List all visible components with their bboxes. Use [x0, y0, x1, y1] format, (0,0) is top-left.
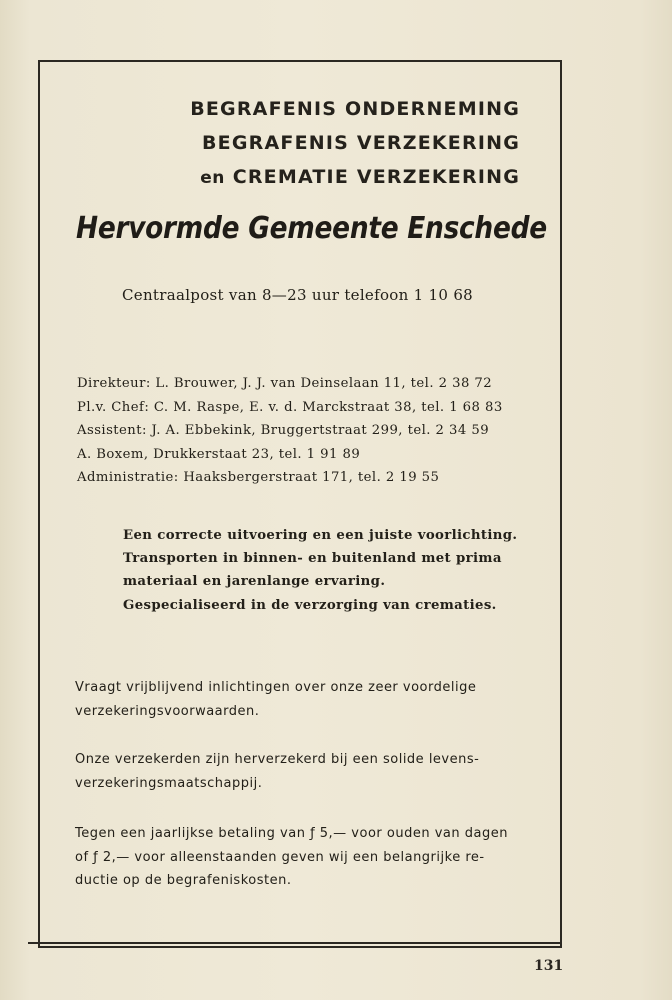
feature-line: Een correcte uitvoering en een juiste voorlichting. — [123, 528, 518, 543]
paragraph-line: Vraagt vrijblijvend inlichtingen over onze zeer voordelige — [75, 680, 477, 695]
staff-line: Administratie: Haaksbergerstraat 171, tel. 2 19 55 — [77, 470, 440, 486]
organization-title: Hervormde Gemeente Enschede — [76, 211, 547, 246]
heading-line-3 — [200, 166, 520, 188]
feature-line: Transporten in binnen- en buitenland met prima — [123, 551, 502, 567]
paragraph-line: verzekeringsvoorwaarden. — [75, 703, 260, 719]
staff-line: Direkteur: L. Brouwer, J. J. van Deinselaan 11, tel. 2 38 72 — [77, 376, 493, 391]
feature-line: materiaal en jarenlange ervaring. — [123, 574, 386, 590]
paragraph-line: of ƒ 2,— voor alleenstaanden geven wij een belangrijke re- — [75, 849, 485, 865]
feature-line: Gespecialiseerd in de verzorging van crematies. — [123, 597, 497, 613]
service-features — [123, 524, 517, 617]
paragraph-line: Onze verzekerden zijn herverzekerd bij een solide levens- — [75, 752, 480, 767]
staff-line: Assistent: J. A. Ebbekink, Bruggertstraat 299, tel. 2 34 59 — [77, 423, 490, 439]
heading-line-3-rest: CREMATIE VERZEKERING — [232, 166, 520, 188]
paragraph-line: Tegen een jaarlijkse betaling van ƒ 5,— voor ouden van dagen — [75, 826, 508, 841]
heading-line-2: BEGRAFENIS VERZEKERING — [202, 132, 520, 154]
heading-line-1: BEGRAFENIS ONDERNEMING — [190, 98, 520, 120]
frame-bottom-rule — [28, 942, 562, 944]
heading-line-3-prefix: en — [200, 168, 225, 188]
paragraph-inquiries — [75, 676, 525, 723]
paragraph-line: ductie op de begrafeniskosten. — [75, 873, 292, 888]
central-post-info: Centraalpost van 8—23 uur telefoon 1 10 68 — [122, 286, 474, 304]
paragraph-payment — [75, 822, 525, 893]
staff-list — [77, 372, 537, 490]
staff-line: Pl.v. Chef: C. M. Raspe, E. v. d. Marckstraat 38, tel. 1 68 83 — [77, 399, 503, 415]
staff-line: A. Boxem, Drukkerstaat 23, tel. 1 91 89 — [77, 446, 361, 462]
paragraph-reinsurance — [75, 748, 525, 795]
page-number: 131 — [534, 958, 564, 974]
paragraph-line: verzekeringsmaatschappij. — [75, 775, 263, 791]
advertisement-frame — [38, 60, 562, 948]
